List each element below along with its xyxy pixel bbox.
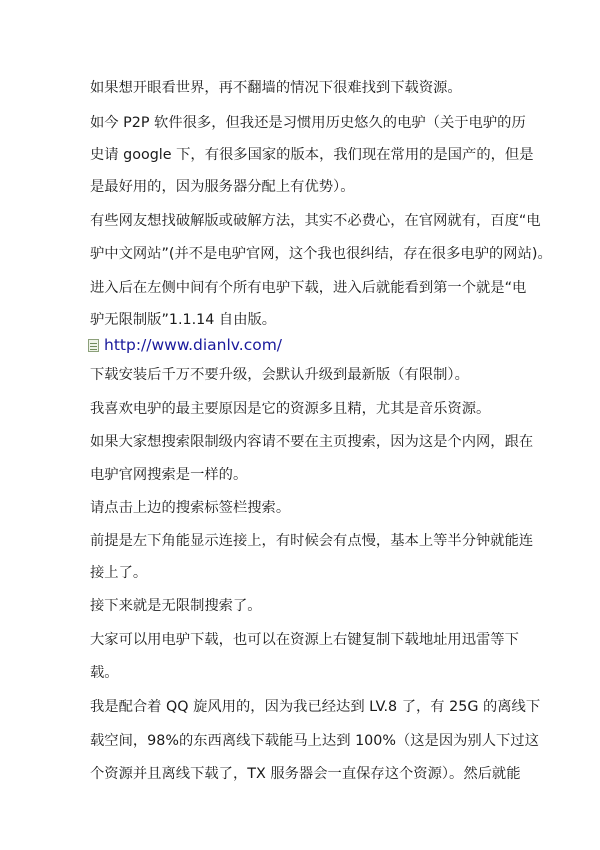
paragraph-line: 请点击上边的搜索标签栏搜索。 xyxy=(90,500,291,516)
paragraph-line: 驴中文网站”(并不是电驴官网，这个我也很纠结，存在很多电驴的网站)。 xyxy=(90,246,552,262)
paragraph-line: 载空间，98%的东西离线下载能马上达到 100%（这是因为别人下过这 xyxy=(90,733,539,749)
paragraph-line: 载。 xyxy=(90,665,119,681)
paragraph-line: 进入后在左侧中间有个所有电驴下载，进入后就能看到第一个就是“电 xyxy=(90,280,527,296)
paragraph-line: 是最好用的，因为服务器分配上有优势）。 xyxy=(90,179,355,195)
dianlv-link[interactable]: http://www.dianlv.com/ xyxy=(104,336,283,354)
paragraph-line: 我喜欢电驴的最主要原因是它的资源多且精，尤其是音乐资源。 xyxy=(90,401,491,417)
paragraph-line: 下载安装后千万不要升级，会默认升级到最新版（有限制）。 xyxy=(90,367,469,383)
paragraph-line: 我是配合着 QQ 旋风用的，因为我已经达到 LV.8 了，有 25G 的离线下 xyxy=(90,699,541,715)
paragraph-line: 个资源并且离线下载了，TX 服务器会一直保存这个资源）。然后就能 xyxy=(90,766,521,782)
paragraph-line: 接上了。 xyxy=(90,565,148,581)
paragraph-line: 如今 P2P 软件很多，但我还是习惯用历史悠久的电驴（关于电驴的历 xyxy=(90,115,526,131)
paragraph-line: 大家可以用电驴下载，也可以在资源上右键复制下载地址用迅雷等下 xyxy=(90,632,519,648)
link-line xyxy=(88,335,528,355)
paragraph-line: 如果想开眼看世界，再不翻墙的情况下很难找到下载资源。 xyxy=(90,80,462,96)
paragraph-line: 电驴官网搜索是一样的。 xyxy=(90,467,248,483)
paragraph-line: 有些网友想找破解版或破解方法，其实不必费心，在官网就有，百度“电 xyxy=(90,213,541,229)
paragraph-line: 史请 google 下，有很多国家的版本，我们现在常用的是国产的，但是 xyxy=(90,147,534,163)
paragraph-line: 接下来就是无限制搜索了。 xyxy=(90,598,262,614)
paragraph-line: 驴无限制版”1.1.14 自由版。 xyxy=(90,312,277,328)
document-icon xyxy=(88,339,99,352)
paragraph-line: 如果大家想搜索限制级内容请不要在主页搜索，因为这是个内网，跟在 xyxy=(90,434,534,450)
paragraph-line: 前提是左下角能显示连接上，有时候会有点慢，基本上等半分钟就能连 xyxy=(90,533,534,549)
